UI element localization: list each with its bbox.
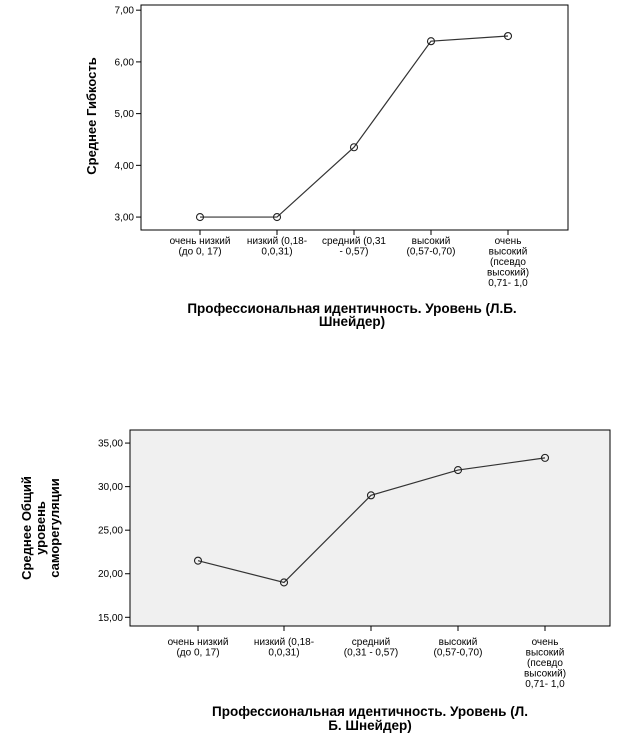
y-tick-label: 7,00 — [114, 5, 134, 17]
y-tick-label: 30,00 — [97, 482, 123, 494]
x-axis-label: Профессиональная идентичность. Уровень (Л.Б. Шнейдер) — [187, 301, 517, 329]
y-tick-label: 20,00 — [97, 569, 123, 581]
x-tick-label: средний (0,31 - 0,57) — [343, 637, 399, 659]
y-tick-label: 25,00 — [97, 525, 123, 537]
x-tick-label: высокий (0,57-0,70) — [433, 637, 483, 659]
x-tick-label: очень низкий (до 0, 17) — [167, 637, 229, 659]
y-axis-label: Среднее Общийуровеньсаморегуляции — [19, 476, 62, 580]
x-axis-label: Профессиональная идентичность. Уровень (Л. Б. Шнейдер) — [212, 704, 528, 733]
x-tick-label: низкий (0,18-0,0,31) — [246, 236, 308, 258]
x-tick-label: очень высокий (псевдо высокий) 0,71- 1,0 — [486, 236, 530, 289]
x-tick-label: очень низкий (до 0, 17) — [169, 236, 231, 258]
y-tick-label: 35,00 — [97, 438, 123, 450]
chart-flexibility — [84, 5, 568, 329]
y-tick-label: 3,00 — [114, 212, 134, 224]
chart-self-regulation — [19, 430, 610, 733]
y-tick-label: 5,00 — [114, 109, 134, 121]
y-tick-label: 4,00 — [114, 160, 134, 172]
x-tick-label: высокий (0,57-0,70) — [406, 236, 456, 258]
x-tick-label: низкий (0,18-0,0,31) — [253, 637, 315, 659]
y-axis-label: Среднее Гибкость — [84, 57, 99, 175]
x-tick-label: средний (0,31 - 0,57) — [321, 236, 387, 258]
y-tick-label: 6,00 — [114, 57, 134, 69]
plot-area — [141, 5, 568, 230]
x-tick-label: очень высокий (псевдо высокий) 0,71- 1,0 — [523, 637, 567, 690]
y-tick-label: 15,00 — [97, 612, 123, 624]
